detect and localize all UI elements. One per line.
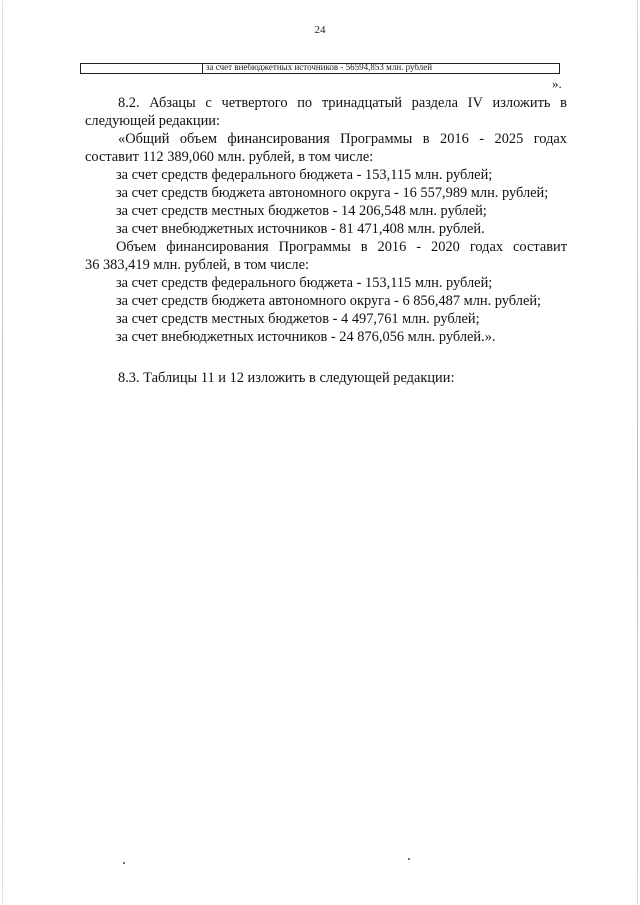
word: объем — [179, 131, 217, 147]
word: Программы — [340, 131, 413, 147]
word: четвертого — [221, 95, 288, 111]
word: по — [297, 95, 313, 111]
paragraph-8-2-line-1 — [118, 95, 567, 112]
word: Программы — [278, 239, 351, 255]
source-line: за счет внебюджетных источников - 81 471,408 млн. рублей. — [116, 221, 485, 237]
word: с — [205, 95, 212, 111]
source-line: за счет средств бюджета автономного округа - 16 557,989 млн. рублей; — [116, 185, 549, 201]
word: 2016 — [440, 131, 469, 147]
word: раздела — [411, 95, 458, 111]
paragraph-8-3: 8.3. Таблицы 11 и 12 изложить в следующей редакции: — [118, 370, 455, 386]
source-line: за счет средств местных бюджетов - 14 206,548 млн. рублей; — [116, 203, 487, 219]
word: финансирования — [166, 239, 269, 255]
word: годах — [533, 131, 567, 147]
word: в — [560, 95, 567, 111]
word: годах — [469, 239, 504, 255]
word: в — [360, 239, 368, 255]
table-fragment-text: за счет внебюджетных источников - 56594,853 млн. рублей — [206, 62, 433, 72]
source-line: за счет внебюджетных источников - 24 876,056 млн. рублей.». — [116, 329, 496, 345]
word: - — [416, 239, 422, 255]
word: 2020 — [431, 239, 460, 255]
word: тринадцатый — [321, 95, 402, 111]
total-2016-2025-line-1 — [118, 131, 567, 148]
word: Абзацы — [149, 95, 196, 111]
total-2016-2020-line-2: 36 383,419 млн. рублей, в том числе: — [85, 257, 309, 273]
word: 8.2. — [118, 95, 140, 111]
word: в — [422, 131, 430, 147]
source-line: за счет средств бюджета автономного округа - 6 856,487 млн. рублей; — [116, 293, 542, 309]
word: - — [479, 131, 485, 147]
page-number: 24 — [314, 24, 326, 36]
scan-edge-right — [637, 0, 638, 905]
total-2016-2020-line-1 — [116, 239, 567, 256]
paragraph-8-2-line-2: следующей редакции: — [85, 113, 220, 129]
scan-speck — [123, 862, 125, 864]
scan-speck — [408, 858, 410, 860]
table-column-divider — [202, 64, 203, 73]
word: составит — [513, 239, 567, 255]
total-2016-2025-line-2: составит 112 389,060 млн. рублей, в том числе: — [85, 149, 374, 165]
word: «Общий — [118, 131, 170, 147]
source-line: за счет средств федерального бюджета - 153,115 млн. рублей; — [116, 275, 493, 291]
source-line: за счет средств федерального бюджета - 153,115 млн. рублей; — [116, 167, 493, 183]
source-line: за счет средств местных бюджетов - 4 497,761 млн. рублей; — [116, 311, 480, 327]
word: 2025 — [494, 131, 524, 147]
word: изложить — [492, 95, 551, 111]
word: финансирования — [227, 131, 330, 147]
closing-quote: ». — [552, 76, 562, 91]
word: IV — [467, 95, 483, 111]
scan-edge-left — [2, 0, 3, 905]
word: Объем — [116, 239, 157, 255]
word: 2016 — [377, 239, 407, 255]
table-fragment — [80, 63, 560, 74]
